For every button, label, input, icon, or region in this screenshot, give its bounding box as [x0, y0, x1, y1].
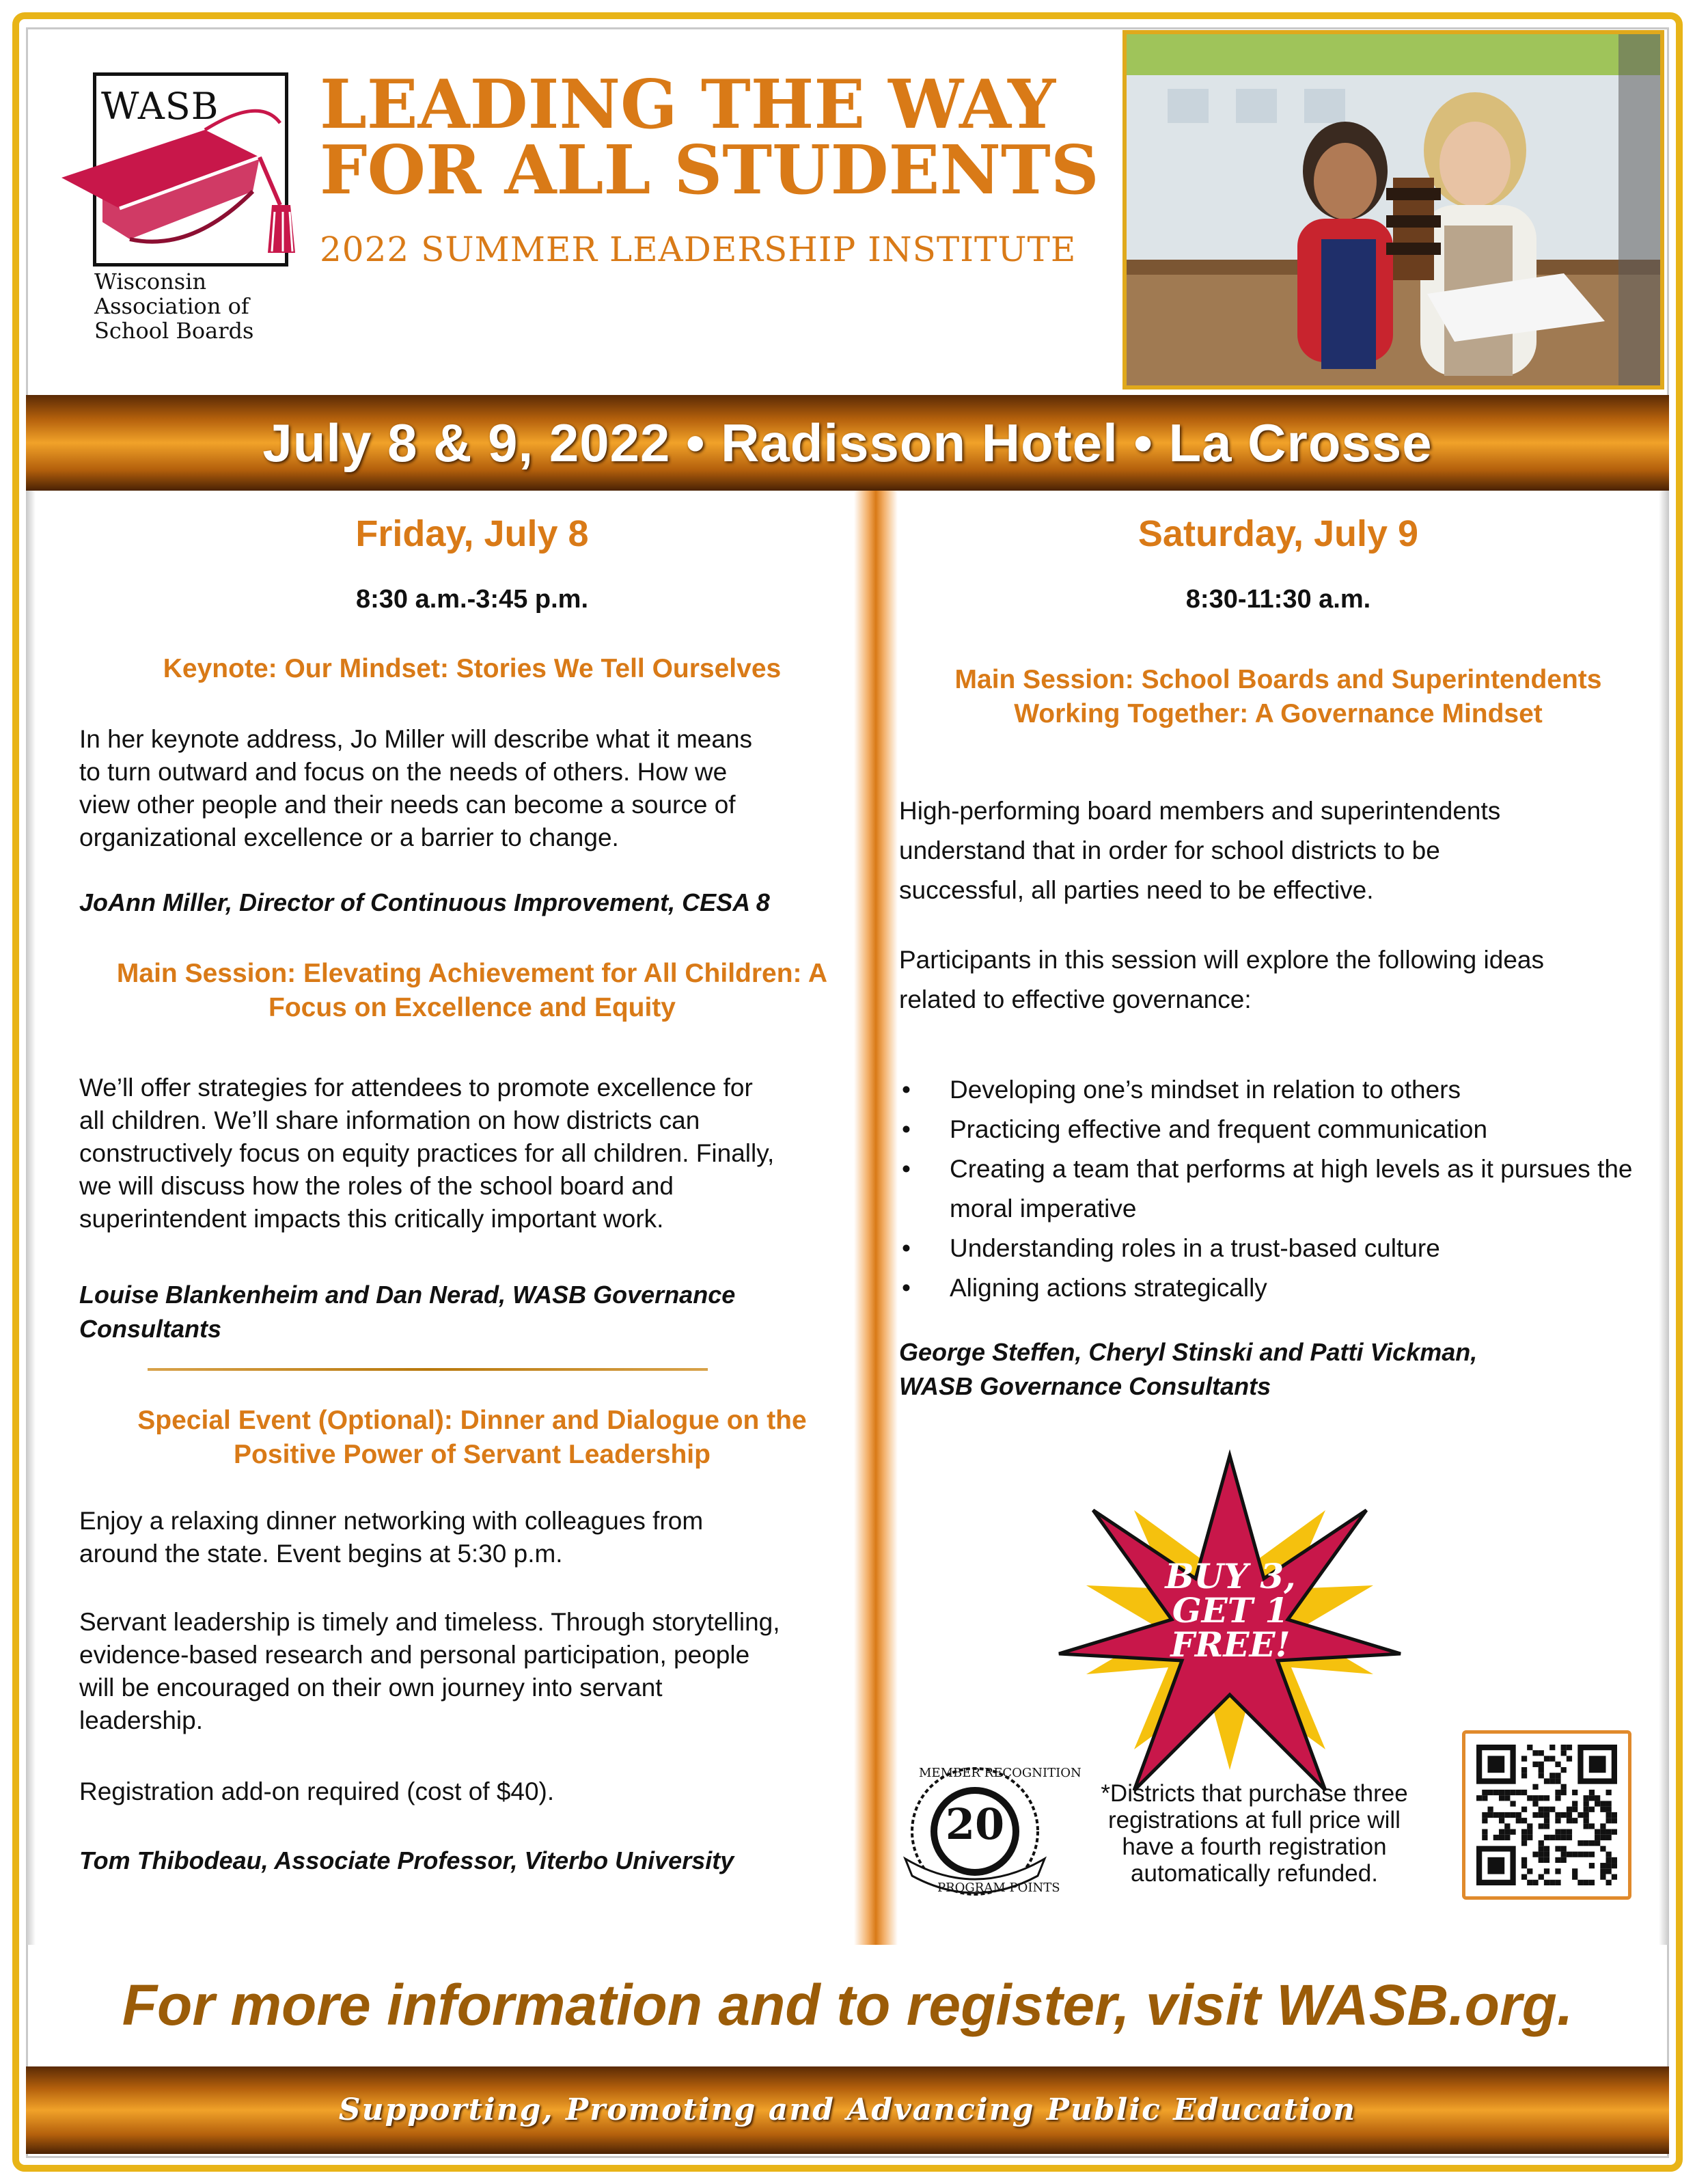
seal-top-label: MEMBER RECOGNITION	[919, 1766, 1081, 1780]
governance-idea-item	[899, 1268, 1657, 1308]
governance-idea-text: Aligning actions strategically	[950, 1274, 1267, 1302]
bullet-icon: •	[902, 1115, 911, 1143]
date-location-text: July 8 & 9, 2022 • Radisson Hotel • La Crosse	[262, 413, 1433, 473]
friday-main-session-speakers: Louise Blankenheim and Dan Nerad, WASB Governance Consultants	[79, 1281, 736, 1343]
logo-wordmark: WASB	[101, 85, 219, 128]
governance-idea-text: Understanding roles in a trust-based culture	[950, 1234, 1440, 1262]
keynote-description: In her keynote address, Jo Miller will describe what it means to turn outward and focus on the needs of others. How we view other people and their needs can become a source of organizational excellence or a barrier to change.	[79, 725, 753, 851]
governance-idea-item	[899, 1110, 1657, 1149]
saturday-main-session-title: Main Session: School Boards and Superintendents Working Together: A Governance Mindset	[954, 665, 1602, 728]
special-event-title: Special Event (Optional): Dinner and Dialogue on the Positive Power of Servant Leadership	[137, 1406, 807, 1469]
friday-time: 8:30 a.m.-3:45 p.m.	[355, 585, 589, 614]
special-event-text-2: Servant leadership is timely and timeless. Through storytelling, evidence-based research and personal participation, people will be encouraged on their own journey into servant leadership.	[79, 1608, 780, 1734]
bullet-icon: •	[902, 1234, 911, 1262]
governance-ideas-list	[899, 1070, 1657, 1308]
governance-idea-text: Practicing effective and frequent communication	[950, 1115, 1488, 1143]
keynote-title: Keynote: Our Mindset: Stories We Tell Ourselves	[163, 654, 782, 683]
event-subtitle: 2022 SUMMER LEADERSHIP INSTITUTE	[320, 230, 1077, 269]
buy3-get1-text: BUY 3, GET 1 FREE!	[1165, 1556, 1296, 1665]
promo-footnote: *Districts that purchase three registrations at full price will have a fourth registration automatically refunded.	[1101, 1780, 1408, 1887]
section-divider	[148, 1368, 708, 1371]
bullet-icon: •	[902, 1274, 911, 1302]
keynote-speaker: JoAnn Miller, Director of Continuous Improvement, CESA 8	[79, 888, 770, 916]
friday-main-session-title: Main Session: Elevating Achievement for All Children: A Focus on Excellence and Equity	[116, 959, 828, 1022]
saturday-speakers: George Steffen, Cheryl Stinski and Patti Vickman, WASB Governance Consultants	[899, 1338, 1478, 1400]
friday-main-session-description: We’ll offer strategies for attendees to promote excellence for all children. We’ll share information on how districts can constructively focus on equity practices for all children. Finally, we will discuss how the roles of the school board and superintendent impacts this critically important work.	[79, 1074, 775, 1233]
qr-code-icon[interactable]	[1462, 1730, 1631, 1900]
schedule-columns	[26, 491, 1669, 1945]
governance-idea-item	[899, 1070, 1657, 1110]
seal-points-number: 20	[945, 1799, 1005, 1849]
qr-code-pattern	[1476, 1745, 1617, 1885]
saturday-description-2: Participants in this session will explore the following ideas related to effective governance:	[899, 946, 1544, 1013]
register-call-to-action: For more information and to register, visit WASB.org.	[122, 1973, 1573, 2037]
governance-idea-text: Developing one’s mindset in relation to others	[950, 1076, 1461, 1104]
saturday-time: 8:30-11:30 a.m.	[1185, 585, 1371, 614]
bullet-icon: •	[902, 1155, 911, 1183]
governance-idea-item	[899, 1149, 1657, 1229]
main-title-line1: LEADING THE WAY	[320, 66, 1056, 144]
main-title-line2: FOR ALL STUDENTS	[320, 131, 1099, 210]
classroom-photo	[1122, 30, 1664, 390]
logo-org-name: Wisconsin Association of School Boards	[94, 269, 254, 344]
seal-bottom-label: PROGRAM POINTS	[937, 1881, 1060, 1895]
special-event-text-3: Registration add-on required (cost of $40).	[79, 1777, 555, 1805]
governance-idea-item	[899, 1229, 1657, 1268]
bullet-icon: •	[902, 1076, 911, 1104]
special-event-text-1: Enjoy a relaxing dinner networking with colleagues from around the state. Event begins at 5:30 p.m.	[79, 1507, 704, 1568]
governance-idea-text: Creating a team that performs at high levels as it pursues the moral imperative	[950, 1155, 1633, 1223]
date-location-banner	[26, 395, 1669, 491]
friday-heading: Friday, July 8	[355, 513, 589, 554]
footer-banner	[26, 2066, 1669, 2154]
footer-tagline: Supporting, Promoting and Advancing Public Education	[338, 2092, 1357, 2127]
special-event-speaker: Tom Thibodeau, Associate Professor, Viterbo University	[79, 1846, 734, 1874]
saturday-description-1: High-performing board members and superintendents understand that in order for school districts to be successful, all parties need to be effective.	[899, 797, 1501, 904]
saturday-heading: Saturday, July 9	[1138, 513, 1419, 554]
photo-illustration	[1127, 34, 1664, 390]
